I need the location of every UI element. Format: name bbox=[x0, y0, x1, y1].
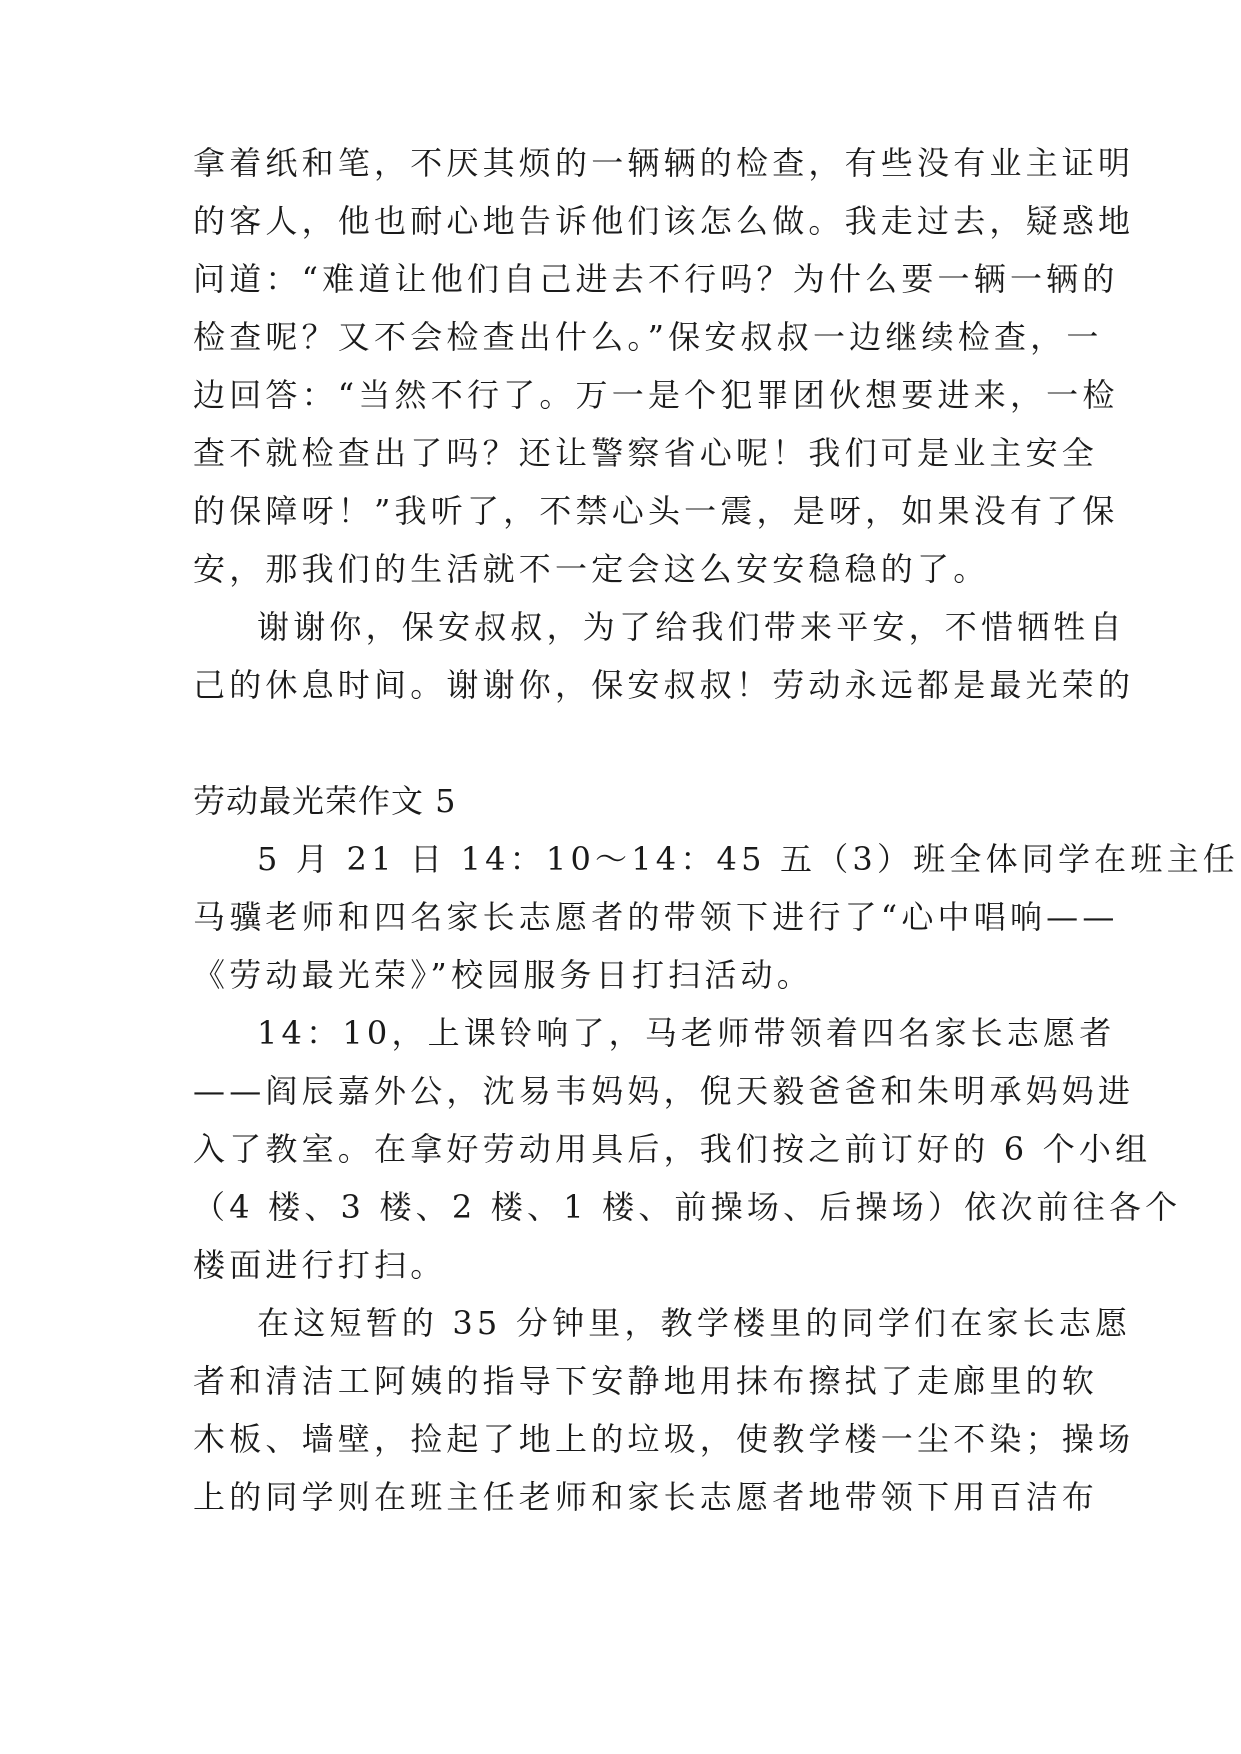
text-line: 马骥老师和四名家长志愿者的带领下进行了“心中唱响—— bbox=[193, 898, 1119, 936]
essay-title: 劳动最光荣作文 5 bbox=[193, 782, 457, 820]
text-line: 问道：“难道让他们自己进去不行吗？为什么要一辆一辆的 bbox=[193, 260, 1119, 298]
text-line: 14：10，上课铃响了，马老师带领着四名家长志愿者 bbox=[257, 1014, 1116, 1052]
text-line: 己的休息时间。谢谢你，保安叔叔！劳动永远都是最光荣的 bbox=[193, 666, 1135, 704]
paragraph-essay5-1 bbox=[193, 830, 1239, 1004]
text-line: 上的同学则在班主任老师和家长志愿者地带领下用百洁布 bbox=[193, 1478, 1099, 1516]
text-line: 入了教室。在拿好劳动用具后，我们按之前订好的 6 个小组 bbox=[193, 1130, 1152, 1168]
text-line: 安，那我们的生活就不一定会这么安安稳稳的了。 bbox=[193, 550, 990, 588]
text-line: （4 楼、3 楼、2 楼、1 楼、前操场、后操场）依次前往各个 bbox=[193, 1188, 1182, 1226]
paragraph-essay5-3 bbox=[193, 1294, 1135, 1526]
text-line: ——阎辰嘉外公，沈易韦妈妈，倪天毅爸爸和朱明承妈妈进 bbox=[193, 1072, 1135, 1110]
text-line: 的保障呀！”我听了，不禁心头一震，是呀，如果没有了保 bbox=[193, 492, 1119, 530]
text-line: 木板、墙壁，捡起了地上的垃圾，使教学楼一尘不染；操场 bbox=[193, 1420, 1135, 1458]
text-line: 拿着纸和笔，不厌其烦的一辆辆的检查，有些没有业主证明 bbox=[193, 144, 1135, 182]
section-gap bbox=[193, 714, 1051, 772]
text-line: 《劳动最光荣》”校园服务日打扫活动。 bbox=[193, 956, 813, 994]
paragraph-prev-2 bbox=[193, 598, 1135, 714]
text-line: 楼面进行打扫。 bbox=[193, 1246, 447, 1284]
text-line: 的客人，他也耐心地告诉他们该怎么做。我走过去，疑惑地 bbox=[193, 202, 1135, 240]
text-line: 边回答：“当然不行了。万一是个犯罪团伙想要进来，一检 bbox=[193, 376, 1119, 414]
text-line: 者和清洁工阿姨的指导下安静地用抹布擦拭了走廊里的软 bbox=[193, 1362, 1099, 1400]
text-line: 检查呢？又不会检查出什么。”保安叔叔一边继续检查，一 bbox=[193, 318, 1103, 356]
text-line: 5 月 21 日 14：10～14：45 五（3）班全体同学在班主任 bbox=[257, 840, 1239, 878]
text-line: 查不就检查出了吗？还让警察省心呢！我们可是业主安全 bbox=[193, 434, 1099, 472]
text-line: 在这短暂的 35 分钟里，教学楼里的同学们在家长志愿 bbox=[257, 1304, 1132, 1342]
document-page bbox=[193, 134, 1239, 1526]
paragraph-essay5-2 bbox=[193, 1004, 1182, 1294]
paragraph-prev-1 bbox=[193, 134, 1135, 598]
text-line: 谢谢你，保安叔叔，为了给我们带来平安，不惜牺牲自 bbox=[257, 608, 1126, 646]
